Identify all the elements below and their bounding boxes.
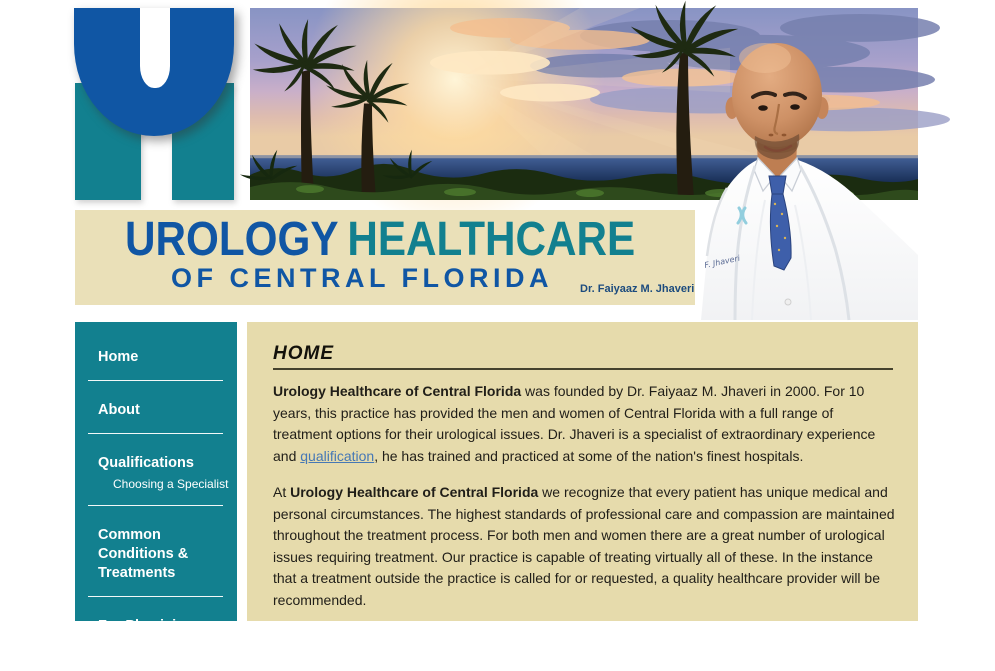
bold-text: Urology Healthcare of Central Florida	[273, 383, 522, 399]
doctor-portrait-art	[695, 8, 918, 320]
site-title	[125, 213, 636, 266]
logo-u-notch	[140, 8, 170, 88]
site-title-urology: UROLOGY	[125, 213, 339, 266]
sidebar-subitem-updates-for-physicians[interactable]: Updates for Physicians	[113, 640, 176, 670]
sidebar-item-label: Common Conditions & Treatments	[98, 527, 189, 581]
body-copy	[273, 381, 893, 611]
sidebar-subitem-choosing-a-specialist[interactable]: Choosing a Specialist	[113, 477, 229, 491]
sidebar-item-qualifications[interactable]	[98, 454, 231, 492]
text-run: At	[273, 484, 291, 500]
text-run: , he has trained and practiced at some of the nation's finest hospitals.	[374, 447, 804, 464]
sidebar-divider	[88, 505, 223, 506]
site-title-healthcare: HEALTHCARE	[347, 213, 636, 266]
text-run: we recognize that every patient has unique medical and personal circumstances. The highest standards of professional care and compassion are maintained throughout the treatment process. For both men and women there are a great number of urological issues requiring treatment. Our practice is capable of treating virtually all of these. In the instance that a treatment outside the practice is called for or requested, a quality healthcare provider will be recommended.	[273, 484, 895, 608]
sidebar-item-for-physicians[interactable]	[98, 617, 231, 671]
sidebar-item-label: Home	[98, 349, 139, 365]
content-area	[247, 322, 918, 621]
heading-rule	[273, 368, 893, 370]
text-run: was founded by Dr. Faiyaaz M. Jhaveri in 2000. For 10 years, this practice has provided the men and women of Central Florida with a full range of treatment options for their urological issues. Dr. Jhaveri is a specialist of extraordinary experience and	[273, 383, 876, 464]
sidebar-divider	[88, 596, 223, 597]
sidebar-item-label: About	[98, 402, 140, 418]
sidebar-nav	[75, 322, 237, 670]
sidebar-item-about[interactable]	[98, 401, 231, 420]
logo-uh-monogram	[72, 8, 235, 200]
sidebar-item-label: Qualifications	[98, 455, 194, 471]
sidebar-item-label: For Physicians	[98, 618, 202, 634]
site-subtitle: OF CENTRAL FLORIDA	[171, 263, 553, 293]
coat-embroidery: F. Jhaveri	[703, 253, 741, 270]
doctor-caption: Dr. Faiyaaz M. Jhaveri	[580, 283, 695, 295]
doctor-photo	[695, 8, 918, 320]
sidebar-divider	[88, 380, 223, 381]
qualification-link[interactable]: qualification	[300, 447, 375, 464]
sidebar-item-home[interactable]	[98, 348, 231, 367]
sidebar-item-common-conditions-treatments[interactable]	[98, 526, 231, 583]
body-paragraph	[273, 381, 895, 467]
body-paragraph	[273, 482, 895, 611]
sidebar-divider	[88, 433, 223, 434]
bold-text: Urology Healthcare of Central Florida	[290, 484, 539, 500]
page-heading: HOME	[273, 343, 334, 364]
